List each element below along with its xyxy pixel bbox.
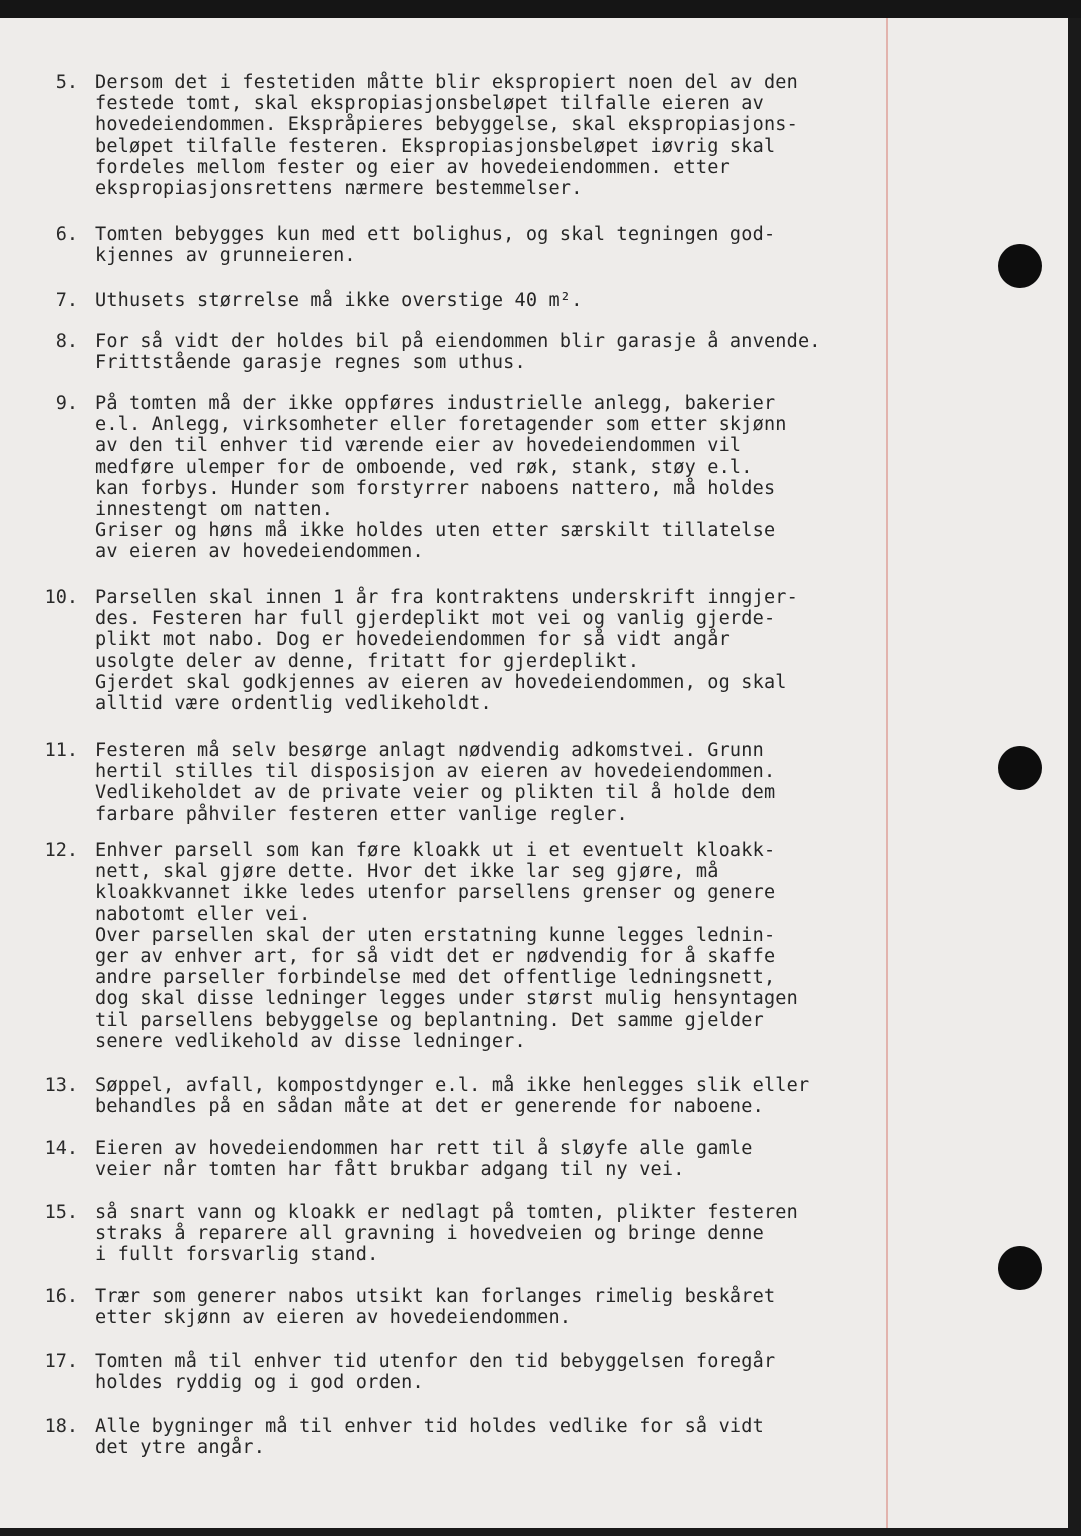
clause-number: 7. [55,290,78,311]
document-page [0,18,1068,1528]
clause-number: 15. [44,1202,78,1223]
clause-text-line: straks å reparere all gravning i hovedveien og bringe denne [95,1223,764,1245]
clause-text-line: til parsellens bebyggelse og beplantning. Det samme gjelder [95,1009,764,1031]
clause-number: 13. [44,1075,78,1096]
clause-number: 14. [44,1138,78,1159]
clause-text-line: innestengt om natten. [95,499,334,520]
clause-text-line: fordeles mellom fester og eier av hovedeiendommen. etter [95,156,730,178]
clause-number: 8. [55,331,78,352]
clause-text-line: Frittstående garasje regnes som uthus. [95,352,526,374]
clause-number: 10. [44,587,78,608]
clause-number: 12. [44,840,78,861]
clause-text-line: Trær som generer nabos utsikt kan forlanges rimelig beskåret [95,1286,776,1307]
clause-text-line: For så vidt der holdes bil på eiendommen blir garasje å anvende. [95,331,821,352]
clause-text-line: holdes ryddig og i god orden. [95,1372,424,1394]
clause-text-line: beløpet tilfalle festeren. Ekspropiasjonsbeløpet iøvrig skal [95,135,776,157]
clause-text-line: Alle bygninger må til enhver tid holdes vedlike for så vidt [95,1416,764,1437]
clause-text-line: Uthusets størrelse må ikke overstige 40 m². [95,290,583,311]
clause-text-line: kan forbys. Hunder som forstyrrer naboens nattero, må holdes [95,477,776,499]
clause-text-line: Over parsellen skal der uten erstatning kunne legges lednin- [95,924,776,946]
clause-text-line: behandles på en sådan måte at det er generende for naboene. [95,1096,764,1118]
punch-hole [998,746,1042,790]
clause-text-line: Vedlikeholdet av de private veier og plikten til å holde dem [95,782,776,804]
clause-text-line: e.l. Anlegg, virksomheter eller foretagender som etter skjønn [95,414,787,436]
clause-text-line: festede tomt, skal ekspropiasjonsbeløpet tilfalle eieren av [95,93,764,115]
clause-number: 16. [44,1286,78,1307]
clause-number: 17. [44,1351,78,1372]
clause-number: 9. [55,393,78,414]
clause-text-line: På tomten må der ikke oppføres industrielle anlegg, bakerier [95,393,776,414]
margin-rule [886,18,888,1528]
clause-text-line: kjennes av grunneieren. [95,245,356,267]
clause-text-line: Enhver parsell som kan føre kloakk ut i et eventuelt kloakk- [95,840,776,861]
clause-text-line: Tomten bebygges kun med ett bolighus, og skal tegningen god- [95,224,776,245]
clause-text-line: nett, skal gjøre dette. Hvor det ikke lar seg gjøre, må [95,861,719,883]
clause-text-line: etter skjønn av eieren av hovedeiendommen. [95,1307,572,1329]
clause-text-line: ger av enhver art, for så vidt det er nødvendig for å skaffe [95,946,776,967]
clause-text-line: av eieren av hovedeiendommen. [95,541,424,563]
clause-text-line: Gjerdet skal godkjennes av eieren av hovedeiendommen, og skal [95,671,787,693]
clause-text-line: des. Festeren har full gjerdeplikt mot vei og vanlig gjerde- [95,608,776,630]
punch-hole [998,244,1042,288]
clause-text-line: det ytre angår. [95,1437,266,1459]
clause-text-line: Eieren av hovedeiendommen har rett til å sløyfe alle gamle [95,1138,753,1159]
clause-text-line: medføre ulemper for de omboende, ved røk, stank, støy e.l. [95,456,753,478]
clause-text-line: farbare påhviler festeren etter vanlige regler. [95,803,628,825]
clause-text-line: plikt mot nabo. Dog er hovedeiendommen for så vidt angår [95,629,730,651]
clause-text-line: usolgte deler av denne, fritatt for gjerdeplikt. [95,650,640,672]
clause-text-line: Griser og høns må ikke holdes uten etter særskilt tillatelse [95,520,776,542]
clause-text-line: veier når tomten har fått brukbar adgang til ny vei. [95,1159,685,1181]
clause-text-line: alltid være ordentlig vedlikeholdt. [95,693,492,714]
clause-text-line: Dersom det i festetiden måtte blir ekspropiert noen del av den [95,72,798,93]
clause-text-line: så snart vann og kloakk er nedlagt på tomten, plikter festeren [95,1202,798,1223]
clause-text-line: hertil stilles til disposisjon av eieren av hovedeiendommen. [95,761,776,783]
clause-number: 5. [55,72,78,93]
clause-text-line: hovedeiendommen. Ekspråpieres bebyggelse, skal ekspropiasjons- [95,114,798,136]
clause-text-line: kloakkvannet ikke ledes utenfor parsellens grenser og genere [95,882,776,904]
clause-text-line: dog skal disse ledninger legges under størst mulig hensyntagen [95,988,798,1010]
clause-text-line: Søppel, avfall, kompostdynger e.l. må ikke henlegges slik eller [95,1075,810,1096]
clause-number: 18. [44,1416,78,1437]
scan-top-border [0,0,1081,18]
clause-number: 6. [55,224,78,245]
clause-text-line: Parsellen skal innen 1 år fra kontraktens underskrift inngjer- [95,587,798,608]
clause-number: 11. [44,740,78,761]
clause-text-line: Tomten må til enhver tid utenfor den tid bebyggelsen foregår [95,1351,776,1372]
clause-text-line: i fullt forsvarlig stand. [95,1244,379,1266]
punch-hole [998,1246,1042,1290]
clause-text-line: senere vedlikehold av disse ledninger. [95,1030,526,1052]
clause-text-line: nabotomt eller vei. [95,903,311,925]
clause-text-line: andre parseller forbindelse med det offentlige ledningsnett, [95,967,776,989]
clause-text-line: ekspropiasjonsrettens nærmere bestemmelser. [95,178,583,199]
clause-text-line: av den til enhver tid værende eier av hovedeiendommen vil [95,435,742,457]
clause-text-line: Festeren må selv besørge anlagt nødvendig adkomstvei. Grunn [95,740,764,761]
